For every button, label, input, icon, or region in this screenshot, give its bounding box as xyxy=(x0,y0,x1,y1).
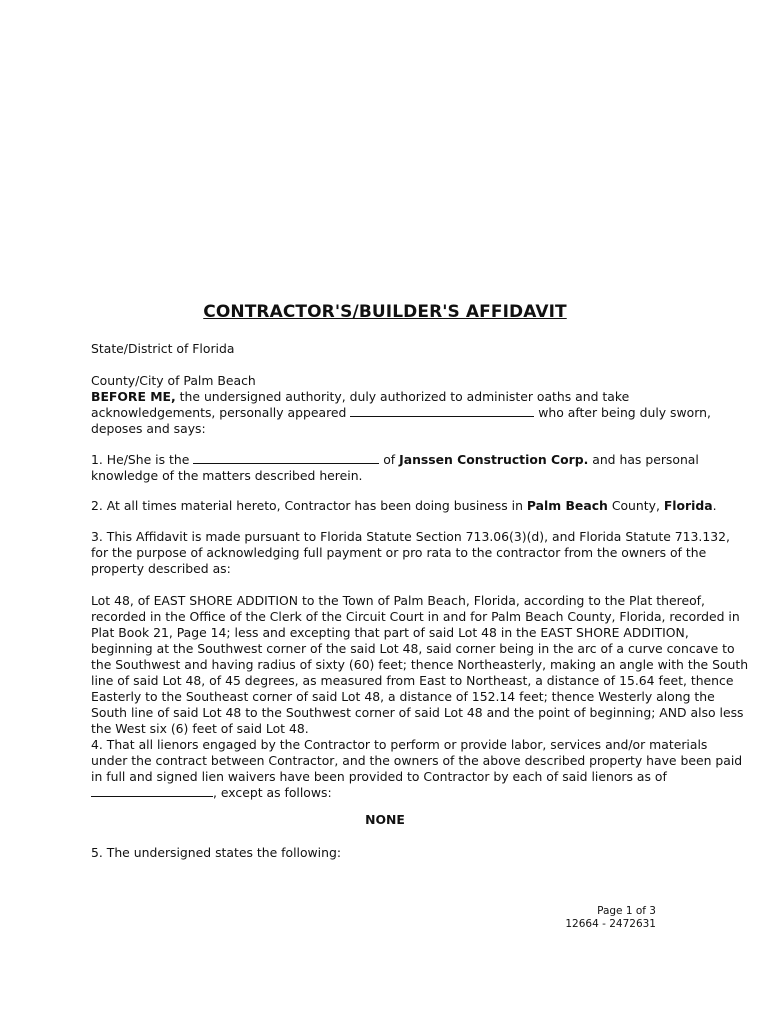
legal-line: Plat Book 21, Page 14; less and excepting that part of said Lot 48 in the EAST SHORE ADDITION, xyxy=(91,625,689,640)
p3-line: property described as: xyxy=(91,561,231,576)
before-me-line-2 xyxy=(91,405,711,421)
legal-line: beginning at the Southwest corner of the said Lot 48, said corner being in the arc of a curve concave to xyxy=(91,641,735,656)
page-number: Page 1 of 3 xyxy=(597,905,656,917)
legal-line: the West six (6) feet of said Lot 48. xyxy=(91,721,309,736)
p1-line-2: knowledge of the matters described herein. xyxy=(91,468,363,483)
legal-line: South line of said Lot 48 to the Southwest corner of said Lot 48 and the point of beginning; AND also less xyxy=(91,705,744,720)
paragraph-5 xyxy=(91,845,691,861)
p2-county-word: County, xyxy=(607,498,664,513)
p5-line: 5. The undersigned states the following: xyxy=(91,845,342,860)
state-text: State/District of Florida xyxy=(91,341,235,356)
company-name: Janssen Construction Corp. xyxy=(399,452,589,467)
document-title: CONTRACTOR'S/BUILDER'S AFFIDAVIT xyxy=(203,302,567,322)
title-blank[interactable] xyxy=(193,452,379,464)
legal-line: the Southwest and having radius of sixty (60) feet; thence Northeasterly, making an angle with the South xyxy=(91,657,749,672)
affiant-name-blank[interactable] xyxy=(350,405,534,417)
p4-line-date xyxy=(91,785,691,801)
paragraph-3 xyxy=(91,529,730,577)
county-text: County/City of Palm Beach xyxy=(91,373,256,388)
legal-line: Easterly to the Southeast corner of said Lot 48, a distance of 152.14 feet; thence Westerly along the xyxy=(91,689,715,704)
p1-lead: 1. He/She is the xyxy=(91,452,194,467)
p3-line: 3. This Affidavit is made pursuant to Florida Statute Section 713.06(3)(d), and Florida Statute 713.132, xyxy=(91,529,730,544)
document-ref: 12664 - 2472631 xyxy=(565,918,656,930)
legal-line: line of said Lot 48, of 45 degrees, as measured from East to Northeast, a distance of 15.64 feet, thence xyxy=(91,673,734,688)
p3-line: for the purpose of acknowledging full payment or pro rata to the contractor from the owners of the xyxy=(91,545,707,560)
p4-line: under the contract between Contractor, and the owners of the above described property have been paid xyxy=(91,753,743,768)
before-me-line-1 xyxy=(91,389,691,405)
p1-line-1 xyxy=(91,452,699,468)
sworn-text: who after being duly sworn, xyxy=(534,405,711,420)
p4-line: 4. That all lienors engaged by the Contractor to perform or provide labor, services and/or materials xyxy=(91,737,708,752)
p2-state: Florida xyxy=(663,498,713,513)
as-of-date-blank[interactable] xyxy=(91,785,213,797)
p2-county: Palm Beach xyxy=(526,498,608,513)
p4-line: in full and signed lien waivers have been provided to Contractor by each of said lienors as of xyxy=(91,769,667,784)
county-section xyxy=(91,373,711,437)
p4-tail: , except as follows: xyxy=(213,785,332,800)
p1-tail: and has personal xyxy=(588,452,699,467)
legal-line: Lot 48, of EAST SHORE ADDITION to the Town of Palm Beach, Florida, according to the Plat thereof, xyxy=(91,593,705,608)
p2-lead: 2. At all times material hereto, Contractor has been doing business in xyxy=(91,498,527,513)
paragraph-2 xyxy=(91,498,717,514)
paragraph-1 xyxy=(91,452,699,484)
p2-line xyxy=(91,498,717,514)
page-footer xyxy=(540,905,656,931)
appeared-text: acknowledgements, personally appeared xyxy=(91,405,351,420)
before-me-text: the undersigned authority, duly authorized to administer oaths and take xyxy=(175,389,630,404)
exceptions-none: NONE xyxy=(365,812,405,827)
p1-of: of xyxy=(379,452,400,467)
legal-line: recorded in the Office of the Clerk of the Circuit Court in and for Palm Beach County, Florida, recorded in xyxy=(91,609,740,624)
legal-description xyxy=(91,593,749,801)
before-me-bold: BEFORE ME, xyxy=(91,389,176,404)
deposes-line: deposes and says: xyxy=(91,421,206,436)
state-line xyxy=(91,341,691,357)
p2-period: . xyxy=(712,498,717,513)
